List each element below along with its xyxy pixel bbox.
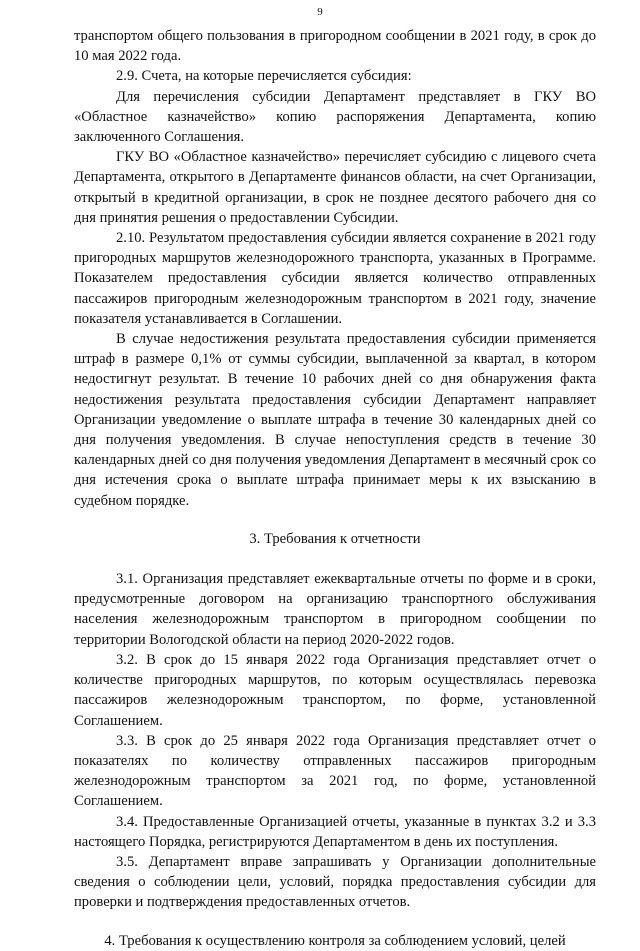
paragraph-2-9: 2.9. Счета, на которые перечисляется субсидия:	[116, 68, 412, 85]
document-body	[74, 26, 596, 951]
paragraph-3-3: 3.3. В срок до 25 января 2022 года Организация представляет отчет о показателях по количеству отправленных пассажиров пригородным железнодорожным транспортом за 2021 год, по форме, установленной Соглашением.	[74, 732, 596, 810]
paragraph-penalty: В случае недостижения результата предоставления субсидии применяется штраф в размере 0,1% от суммы субсидии, выплаченной за квартал, в котором недостигнут результат. В течение 10 рабочих дней со дня обнаружения факта недостижения результата предоставления субсидии Департамент направляет Организации уведомление о выплате штрафа в течение 30 календарных дней со дня получения уведомления. В случае непоступления средств в течение 30 календарных дней со дня получения уведомления Департамент в месячный срок со дня истечения срока о выплате штрафа принимает меры к их взысканию в судебном порядке.	[74, 331, 596, 509]
paragraph-3-4: 3.4. Предоставленные Организацией отчеты, указанные в пунктах 3.2 и 3.3 настоящего Порядка, регистрируются Департаментом в день их поступления.	[74, 813, 596, 850]
paragraph-3-5: 3.5. Департамент вправе запрашивать у Организации дополнительные сведения о соблюдении цели, условий, порядка предоставления субсидии для проверки и подтверждения предоставленных отчетов.	[74, 853, 596, 911]
section-4-heading: 4. Требования к осуществлению контроля за соблюдением условий, целей	[104, 932, 566, 949]
paragraph-continuation: транспортом общего пользования в пригородном сообщении в 2021 году, в срок до 10 мая 2022 года.	[74, 28, 596, 65]
section-3-heading: 3. Требования к отчетности	[249, 530, 421, 547]
paragraph-treasury-transfer: ГКУ ВО «Областное казначейство» перечисляет субсидию с лицевого счета Департамента, открытого в Департаменте финансов области, на счет Организации, открытый в кредитной организации, в срок не позднее десятого рабочего дня со дня принятия решения о предоставлении Субсидии.	[74, 149, 596, 226]
page-number: 9	[317, 6, 323, 18]
paragraph-3-1: 3.1. Организация представляет ежеквартальные отчеты по форме и в сроки, предусмотренные договором на организацию транспортного обслуживания населения железнодорожным транспортом в пригородном сообщении по территории Вологодской области на период 2020-2022 годов.	[74, 571, 596, 648]
paragraph-3-2: 3.2. В срок до 15 января 2022 года Организация представляет отчет о количестве пригородных маршрутов, по которым осуществлялась перевозка пассажиров железнодорожным транспортом, по форме, установленной Соглашением.	[74, 651, 596, 729]
paragraph-transfer-department: Для перечисления субсидии Департамент представляет в ГКУ ВО «Областное казначейство» копию распоряжения Департамента, копию заключенного Соглашения.	[74, 88, 596, 146]
paragraph-2-10: 2.10. Результатом предоставления субсидии является сохранение в 2021 году пригородных маршрутов железнодорожного транспорта, указанных в Программе. Показателем предоставления субсидии является количество отправленных пассажиров пригородным железнодорожным транспортом в 2021 году, значение показателя устанавливается в Соглашении.	[74, 230, 596, 327]
